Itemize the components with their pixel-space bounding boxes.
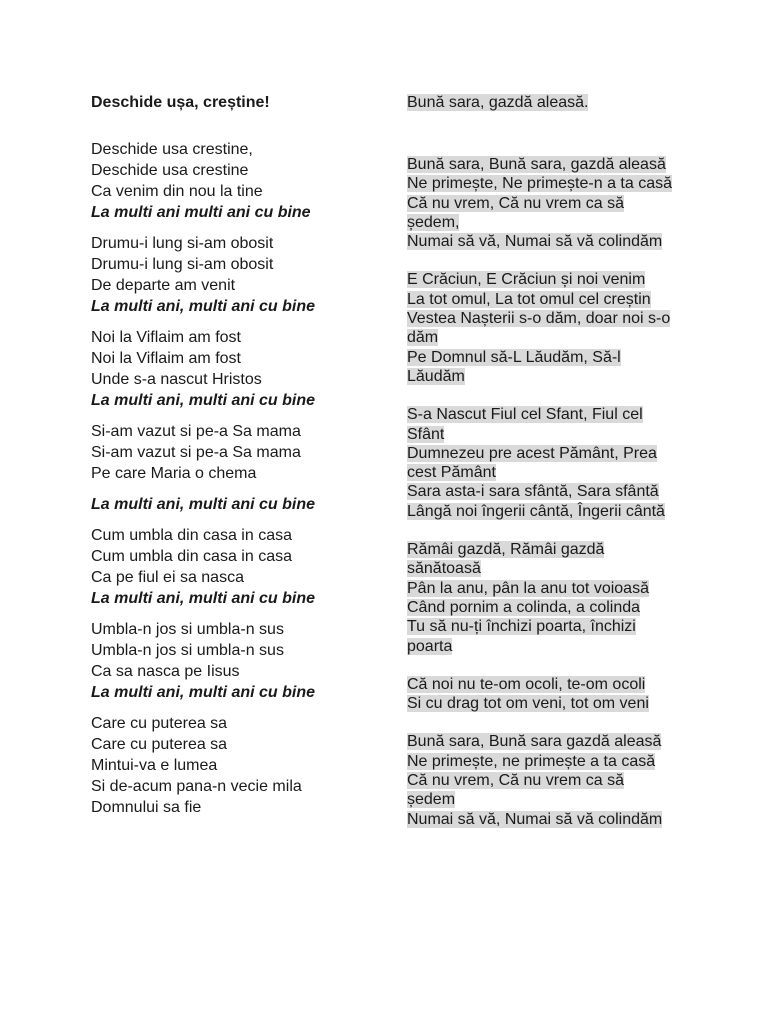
lyric-line: Si-am vazut si pe-a Sa mama bbox=[91, 423, 301, 440]
lyric-line bbox=[407, 482, 679, 501]
lyric-line bbox=[407, 405, 679, 424]
lyric-line: Noi la Viflaim am fost bbox=[91, 350, 241, 367]
refrain-line: La multi ani multi ani cu bine bbox=[91, 204, 311, 221]
lyric-line-text: Dumnezeu pre acest Pământ, Prea bbox=[407, 444, 657, 462]
lyric-line-text: ședem bbox=[407, 791, 456, 809]
lyric-line bbox=[407, 174, 679, 193]
lyric-line bbox=[407, 810, 679, 829]
lyric-line: Ca venim din nou la tine bbox=[91, 183, 263, 200]
left-stanza bbox=[91, 525, 381, 609]
lyric-line-text: Vestea Nașterii s-o dăm, doar noi s-o bbox=[407, 310, 671, 328]
lyric-line bbox=[407, 559, 679, 578]
lyric-line: Deschide usa crestine bbox=[91, 162, 249, 179]
refrain-line: La multi ani, multi ani cu bine bbox=[91, 684, 316, 701]
lyric-line: Deschide usa crestine, bbox=[91, 141, 253, 158]
refrain-line: La multi ani, multi ani cu bine bbox=[91, 392, 316, 409]
lyric-line: Noi la Viflaim am fost bbox=[91, 329, 241, 346]
refrain-line: La multi ani, multi ani cu bine bbox=[91, 496, 316, 513]
lyric-line bbox=[407, 367, 679, 386]
lyric-line-text: Ne primește, Ne primește-n a ta casă bbox=[407, 175, 672, 193]
lyric-line bbox=[407, 194, 679, 213]
right-stanza bbox=[407, 675, 679, 714]
right-song-title bbox=[407, 93, 679, 113]
lyric-line bbox=[407, 463, 679, 482]
lyric-line: Domnului sa fie bbox=[91, 799, 202, 816]
lyric-line bbox=[407, 290, 679, 309]
lyric-line bbox=[407, 675, 679, 694]
lyric-line-text: Numai să vă, Numai să vă colindăm bbox=[407, 810, 663, 828]
left-stanza bbox=[91, 713, 381, 818]
lyric-line-text: cest Pământ bbox=[407, 464, 496, 482]
lyric-line bbox=[407, 752, 679, 771]
lyric-line bbox=[407, 790, 679, 809]
lyric-line-text: Pe Domnul să-L Lăudăm, Să-l bbox=[407, 348, 621, 366]
left-stanza bbox=[91, 421, 381, 484]
lyric-line-text: Bună sara, Bună sara gazdă aleasă bbox=[407, 733, 662, 751]
right-stanza bbox=[407, 732, 679, 828]
right-stanza bbox=[407, 405, 679, 521]
left-column bbox=[91, 93, 381, 828]
left-stanza bbox=[91, 619, 381, 703]
lyric-line-text: Rămâi gazdă, Rămâi gazdă bbox=[407, 541, 605, 559]
right-stanza bbox=[407, 270, 679, 386]
lyric-line-text: Pân la anu, pân la anu tot voioasă bbox=[407, 579, 649, 597]
left-stanza bbox=[91, 494, 381, 515]
lyric-line-text: Că noi nu te-om ocoli, te-om ocoli bbox=[407, 675, 646, 693]
left-stanzas bbox=[91, 139, 381, 818]
lyric-line-text: poarta bbox=[407, 637, 453, 655]
lyric-line-text: dăm bbox=[407, 329, 439, 347]
lyric-line bbox=[407, 444, 679, 463]
right-song-title-text: Bună sara, gazdă aleasă. bbox=[407, 94, 589, 111]
lyric-line bbox=[407, 328, 679, 347]
lyric-line: Mintui-va e lumea bbox=[91, 757, 218, 774]
lyric-line bbox=[407, 309, 679, 328]
lyric-line-text: E Crăciun, E Crăciun și noi venim bbox=[407, 271, 646, 289]
lyric-line-text: Numai să vă, Numai să vă colindăm bbox=[407, 233, 663, 251]
lyric-line-text: Bună sara, Bună sara, gazdă aleasă bbox=[407, 156, 666, 173]
left-stanza bbox=[91, 327, 381, 411]
lyric-line bbox=[407, 348, 679, 367]
lyric-line bbox=[407, 232, 679, 251]
lyric-line: Ca pe fiul ei sa nasca bbox=[91, 569, 244, 586]
lyric-line: Cum umbla din casa in casa bbox=[91, 527, 292, 544]
lyric-line: Umbla-n jos si umbla-n sus bbox=[91, 621, 284, 638]
lyric-line bbox=[407, 502, 679, 521]
lyric-line bbox=[407, 637, 679, 656]
lyric-line bbox=[407, 155, 679, 174]
lyric-line-text: Că nu vrem, Că nu vrem ca să bbox=[407, 194, 624, 212]
lyric-line-text: Lăudăm bbox=[407, 367, 465, 385]
lyric-line bbox=[407, 540, 679, 559]
lyric-line-text: Ne primește, ne primește a ta casă bbox=[407, 752, 656, 770]
right-stanzas bbox=[407, 155, 679, 829]
lyric-line bbox=[407, 694, 679, 713]
lyric-line: Pe care Maria o chema bbox=[91, 465, 257, 482]
lyric-line bbox=[407, 270, 679, 289]
lyric-line bbox=[407, 579, 679, 598]
lyric-line-text: Si cu drag tot om veni, tot om veni bbox=[407, 695, 649, 713]
lyric-line-text: Sara asta-i sara sfântă, Sara sfântă bbox=[407, 483, 659, 501]
right-stanza bbox=[407, 155, 679, 251]
lyric-line: Si-am vazut si pe-a Sa mama bbox=[91, 444, 301, 461]
lyric-line-text: Tu să nu-ți închizi poarta, închizi bbox=[407, 618, 636, 636]
lyric-line-text: ședem, bbox=[407, 213, 460, 231]
left-stanza bbox=[91, 233, 381, 317]
lyric-line bbox=[407, 425, 679, 444]
lyric-line-text: S-a Nascut Fiul cel Sfant, Fiul cel bbox=[407, 406, 643, 424]
lyric-line bbox=[407, 771, 679, 790]
lyric-line: Care cu puterea sa bbox=[91, 736, 228, 753]
lyric-line-text: Că nu vrem, Că nu vrem ca să bbox=[407, 772, 624, 790]
lyric-line-text: sănătoasă bbox=[407, 560, 481, 578]
lyric-line bbox=[407, 213, 679, 232]
lyric-line bbox=[407, 598, 679, 617]
left-song-title: Deschide ușa, creștine! bbox=[91, 94, 270, 111]
lyric-line: De departe am venit bbox=[91, 277, 236, 294]
lyric-line-text: Lângă noi îngerii cântă, Îngerii cântă bbox=[407, 502, 665, 520]
refrain-line: La multi ani, multi ani cu bine bbox=[91, 298, 316, 315]
lyric-line: Drumu-i lung si-am obosit bbox=[91, 256, 274, 273]
lyric-line: Drumu-i lung si-am obosit bbox=[91, 235, 274, 252]
lyric-line: Ca sa nasca pe Iisus bbox=[91, 663, 240, 680]
lyric-line: Umbla-n jos si umbla-n sus bbox=[91, 642, 284, 659]
lyric-line: Unde s-a nascut Hristos bbox=[91, 371, 262, 388]
lyric-line-text: Când pornim a colinda, a colinda bbox=[407, 598, 641, 616]
lyric-line-text: Sfânt bbox=[407, 425, 445, 443]
lyric-line bbox=[407, 617, 679, 636]
lyric-line: Cum umbla din casa in casa bbox=[91, 548, 292, 565]
lyric-line: Si de-acum pana-n vecie mila bbox=[91, 778, 302, 795]
right-column bbox=[407, 93, 679, 848]
right-stanza bbox=[407, 540, 679, 656]
lyric-line bbox=[407, 732, 679, 751]
lyric-line: Care cu puterea sa bbox=[91, 715, 228, 732]
left-stanza bbox=[91, 139, 381, 223]
lyric-line-text: La tot omul, La tot omul cel creștin bbox=[407, 290, 651, 308]
refrain-line: La multi ani, multi ani cu bine bbox=[91, 590, 316, 607]
